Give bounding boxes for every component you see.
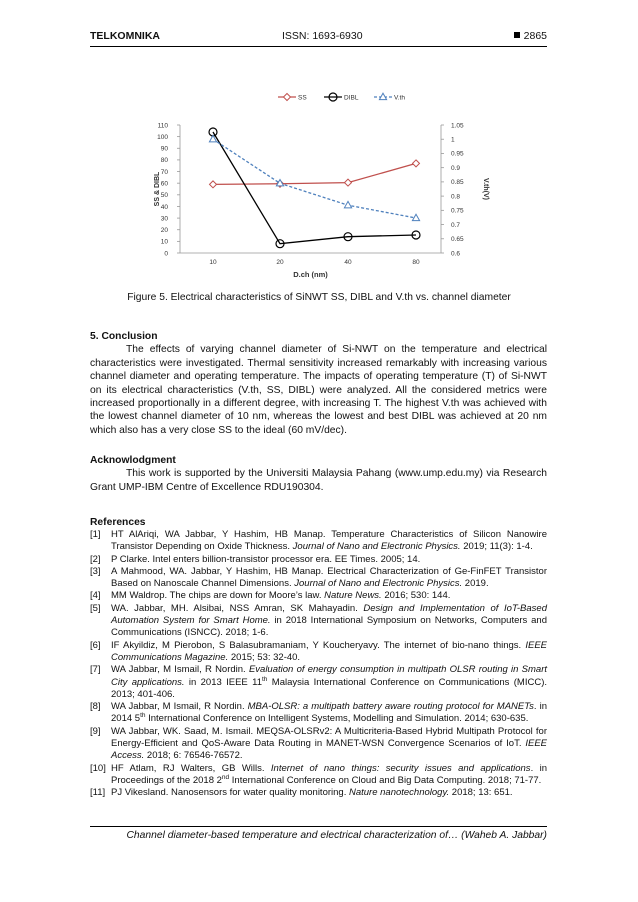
page-footer: Channel diameter-based temperature and electrical characterization of… (Waheb A. Jabbar) xyxy=(126,830,547,841)
references-heading: References xyxy=(90,517,146,528)
reference-number: [3] xyxy=(90,565,101,577)
journal-name: TELKOMNIKA xyxy=(90,30,160,42)
page-header xyxy=(90,30,547,44)
reference-number: [11] xyxy=(90,787,106,799)
y-right-tick-label: 0.75 xyxy=(451,207,464,215)
y-right-axis-label: V.th(V) xyxy=(482,178,489,200)
reference-number: [8] xyxy=(90,701,101,713)
y-right-tick-label: 0.85 xyxy=(451,179,464,187)
reference-number: [10] xyxy=(90,762,106,774)
reference-item: [9] WA Jabbar, WK. Saad, M. Ismail. MEQSA-OLSRv2: A Multicriteria-Based Hybrid Multipath Protocol for Energy-Efficient and QoS-Aware Data Routing in MANET-WSN Convergence Scenarios of IoT. IEEE Access. 2018; 6: 76546-76572. xyxy=(90,725,547,762)
y-left-tick-label: 30 xyxy=(160,215,168,223)
data-point-ss xyxy=(210,181,217,188)
y-right-tick-label: 0.65 xyxy=(451,236,464,244)
y-left-tick-label: 50 xyxy=(160,192,168,200)
reference-number: [4] xyxy=(90,590,101,602)
y-right-tick-label: 0.9 xyxy=(451,164,461,172)
legend-label-dibl: DIBL xyxy=(344,94,359,102)
y-right-tick-label: 0.8 xyxy=(451,193,461,201)
figure-caption: Figure 5. Electrical characteristics of SiNWT SS, DIBL and V.th vs. channel diameter xyxy=(127,292,511,303)
y-left-tick-label: 80 xyxy=(160,157,168,165)
y-left-tick-label: 70 xyxy=(160,168,168,176)
y-left-tick-label: 110 xyxy=(157,122,168,130)
reference-source: MBA-OLSR: a multipath battery aware routing protocol for MANETs xyxy=(247,701,534,713)
issn: ISSN: 1693-6930 xyxy=(282,30,363,42)
x-axis-label: D.ch (nm) xyxy=(293,270,328,279)
y-left-tick-label: 10 xyxy=(160,238,168,246)
x-tick-label: 10 xyxy=(209,259,217,266)
reference-number: [2] xyxy=(90,553,101,565)
reference-source: Journal of Nano and Electronic Physics. xyxy=(294,578,463,590)
acknowledgment-section xyxy=(90,454,547,494)
figure-5-chart xyxy=(140,88,500,284)
page-number-value: 2865 xyxy=(523,30,547,42)
conclusion-section xyxy=(90,330,547,437)
reference-item: [11] PJ Vikesland. Nanosensors for water quality monitoring. Nature nanotechnology. 2018; 13: 651. xyxy=(90,787,513,799)
reference-item: [6] IF Akyildiz, M Pierobon, S Balasubramaniam, Y Koucheryavy. The internet of bio-nano things. IEEE Communications Magazine. 2015; 53: 32-40. xyxy=(90,639,547,663)
y-left-tick-label: 20 xyxy=(160,227,168,235)
page-number xyxy=(514,30,547,42)
square-bullet-icon xyxy=(514,32,520,38)
reference-source: Journal of Nano and Electronic Physics. xyxy=(292,541,461,553)
reference-source: Design and Implementation of IoT-Based Automation System for Smart Home. xyxy=(111,602,547,627)
data-point-ss xyxy=(345,179,352,186)
y-left-axis-label: SS & DIBL xyxy=(154,171,161,207)
reference-source: Evaluation of energy consumption in multipath OLSR routing in Smart City applications. xyxy=(111,664,547,688)
reference-item: [7] WA Jabbar, M Ismail, R Nordin. Evaluation of energy consumption in multipath OLSR routing in Smart City applications. in 2013 IEEE 11th Malaysia International Conference on Communications (MICC). 2013; 401-406. xyxy=(90,664,547,700)
y-right-tick-label: 1 xyxy=(451,136,455,144)
reference-item: [2] P Clarke. Intel enters billion-transistor processor era. EE Times. 2005; 14. xyxy=(90,553,421,565)
acknowledgment-heading: Acknowlodgment xyxy=(90,455,176,466)
header-rule xyxy=(90,46,547,47)
y-right-tick-label: 1.05 xyxy=(451,122,464,130)
reference-item: [10] HF Atlam, RJ Walters, GB Wills. Internet of nano things: security issues and applications. in Proceedings of the 2018 2nd International Conference on Cloud and Big Data Computing. 2018; 71-77. xyxy=(90,762,547,786)
data-point-ss xyxy=(413,160,420,167)
reference-source: Nature News. xyxy=(324,590,382,602)
legend-marker-ss xyxy=(284,94,291,101)
reference-item: [1] HT AlAriqi, WA Jabbar, Y Hashim, HB Manap. Temperature Characteristics of Silicon Nanowire Transistor Depending on Oxide Thickness. Journal of Nano and Electronic Physics. 2019; 11(3): 1-4. xyxy=(90,529,547,553)
reference-item: [4] MM Waldrop. The chips are down for Moore’s law. Nature News. 2016; 530: 144. xyxy=(90,590,451,602)
series-line-v-th xyxy=(213,139,416,218)
reference-number: [6] xyxy=(90,639,101,651)
y-left-tick-label: 0 xyxy=(164,250,168,258)
footer-rule xyxy=(90,826,547,827)
reference-list xyxy=(90,529,547,800)
acknowledgment-text: This work is supported by the Universiti Malaysia Pahang (www.ump.edu.my) via Research Grant UMP-IBM Centre of Excellence RDU190304. xyxy=(90,468,547,493)
series-line-ss xyxy=(213,163,416,184)
reference-item: [3] A Mahmood, WA. Jabbar, Y Hashim, HB Manap. Electrical Characterization of Ge-FinFET Transistor Based on Nanoscale Channel Dimensions. Journal of Nano and Electronic Physics. 2019. xyxy=(90,565,547,590)
y-right-tick-label: 0.7 xyxy=(451,221,461,229)
y-left-tick-label: 40 xyxy=(160,203,168,211)
reference-source: IEEE Access. xyxy=(111,738,547,762)
x-tick-label: 80 xyxy=(412,259,420,266)
conclusion-text: The effects of varying channel diameter of Si-NWT on the temperature and electrical characteristics were investigated. Thermal sensitivity increased remarkably with increasing various channel diameter and operating temperature. The impacts of operating temperature (T) of Si-NWT on its electrical characteristics (V.th, SS, DIBL) were analyzed. All the considered metrics were increased proportionally in a different degree, with increasing T. The highest V.th was achieved with the lowest channel diameter of 10 nm, whereas the lowest and best DIBL was achieved at 20 nm which also has a very close SS to the ideal (60 mV/dec). xyxy=(90,344,547,436)
reference-source: IEEE Communications Magazine. xyxy=(111,639,547,663)
reference-number: [7] xyxy=(90,664,101,676)
reference-item: [8] WA Jabbar, M Ismail, R Nordin. MBA-OLSR: a multipath battery aware routing protocol for MANETs. in 2014 5th International Conference on Intelligent Systems, Modelling and Simulation. 2014; 630-635. xyxy=(90,701,547,725)
y-left-tick-label: 60 xyxy=(160,180,168,188)
y-left-tick-label: 90 xyxy=(160,145,168,153)
series-line-dibl xyxy=(213,132,416,244)
reference-number: [9] xyxy=(90,725,101,737)
x-tick-label: 20 xyxy=(276,259,284,266)
legend-label-ss: SS xyxy=(298,94,307,102)
reference-number: [1] xyxy=(90,529,101,540)
reference-source: Internet of nano things: security issues and applications xyxy=(270,762,531,774)
y-right-tick-label: 0.6 xyxy=(451,250,461,258)
references-section xyxy=(90,516,547,800)
reference-item: [5] WA. Jabbar, MH. Alsibai, NSS Amran, SK Mahayadin. Design and Implementation of IoT-Based Automation System for Smart Home. in 2018 International Symposium on Networks, Computers and Communications (ISNCC). 2018; 1-6. xyxy=(90,602,547,639)
y-right-tick-label: 0.95 xyxy=(451,150,464,158)
legend-label-v-th: V.th xyxy=(394,94,405,102)
reference-source: Nature nanotechnology. xyxy=(348,787,450,799)
data-point-v-th xyxy=(412,214,419,220)
y-left-tick-label: 100 xyxy=(157,133,168,141)
x-tick-label: 40 xyxy=(344,259,352,266)
conclusion-heading: 5. Conclusion xyxy=(90,331,158,342)
reference-number: [5] xyxy=(90,602,101,614)
data-point-v-th xyxy=(344,201,351,207)
